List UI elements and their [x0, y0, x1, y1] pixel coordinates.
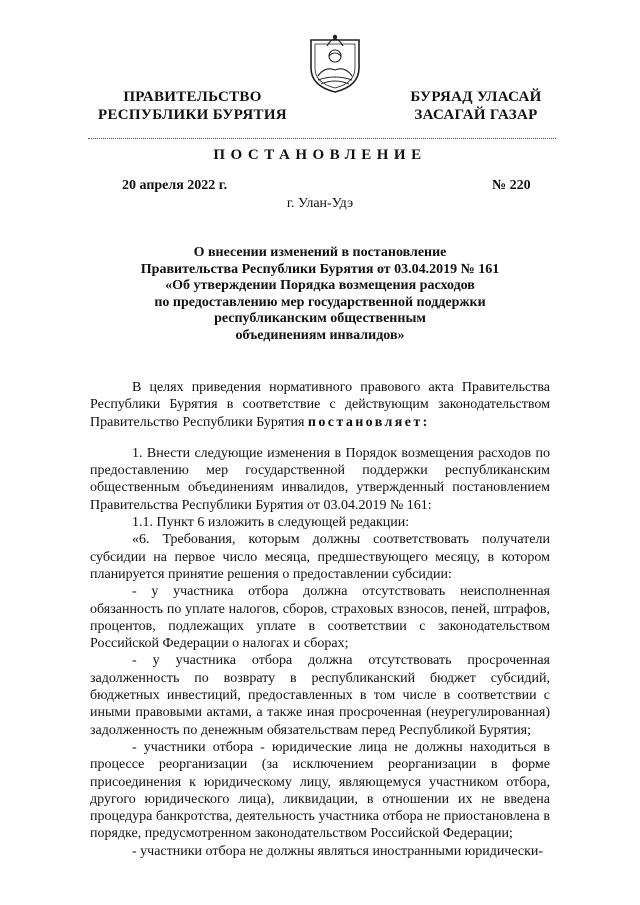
buryatia-coat-of-arms-icon — [305, 28, 365, 94]
government-name-russian — [90, 88, 295, 124]
body-paragraph: 1.1. Пункт 6 изложить в следующей редакции: — [132, 515, 410, 531]
header-divider — [88, 138, 556, 139]
title-line: «Об утверждении Порядка возмещения расходов — [165, 278, 475, 293]
header-left-line1: ПРАВИТЕЛЬСТВО — [123, 89, 262, 105]
document-type-heading: ПОСТАНОВЛЕНИЕ — [213, 147, 427, 163]
body-paragraph: - участники отбора не должны являться иностранными юридически- — [132, 843, 544, 859]
title-line: республиканским общественным — [214, 311, 426, 326]
body-paragraph: «6. Требования, которым должны соответствовать получатели субсидии на первое число месяца, предшествующего месяцу, в котором планируется принятие решения о предоставлении субсидии: — [90, 532, 550, 582]
body-paragraph: - у участника отбора должна отсутствовать неисполненная обязанность по уплате налогов, сборов, страховых взносов, пеней, штрафов, процентов, подлежащих уплате в соответствии с законодательством Российской Федерации о налогах и сборах; — [90, 584, 550, 652]
document-body — [90, 379, 550, 860]
body-paragraph: 1. Внести следующие изменения в Порядок возмещения расходов по предоставлению мер государственной поддержки республиканским общественным объединениям инвалидов, утвержденный постановлением Правительства Республики Бурятия от 03.04.2019 № 161: — [90, 445, 550, 513]
title-line: объединениям инвалидов» — [235, 327, 405, 343]
title-line: по предоставлению мер государственной поддержки — [154, 294, 486, 310]
government-name-buryat — [392, 88, 560, 124]
title-line: О внесении изменений в постановление — [193, 245, 447, 260]
preamble-emphasis: постановляет: — [307, 414, 430, 430]
preamble-paragraph — [90, 379, 550, 431]
header-right-line2: ЗАСАГАЙ ГАЗАР — [414, 107, 538, 123]
header-left-line2: РЕСПУБЛИКИ БУРЯТИЯ — [98, 107, 287, 123]
document-title — [100, 245, 540, 344]
document-city: г. Улан-Удэ — [286, 196, 354, 211]
document-date: 20 апреля 2022 г. — [122, 178, 228, 193]
body-paragraph: - у участника отбора должна отсутствовать просроченная задолженность по возврату в республиканский бюджет субсидий, бюджетных инвестиций, предоставленных в том числе в соответствии с иными правовыми актами, а также иная просроченная (неурегулированная) задолженность по денежным обязательствам перед Республикой Бурятия; — [90, 653, 550, 738]
body-paragraph: - участники отбора - юридические лица не должны находиться в процессе реорганизации (за исключением реорганизации в форме присоединения к юридическому лицу, являющемуся участником отбора, другого юридического лица), ликвидации, в отношении их не введена процедура банкротства, деятельность участника отбора не приостановлена в порядке, предусмотренном законодательством Российской Федерации; — [90, 739, 550, 842]
header-right-line1: БУРЯАД УЛАСАЙ — [410, 89, 542, 105]
document-number: № 220 — [492, 178, 531, 193]
title-line: Правительства Республики Бурятия от 03.04.2019 № 161 — [140, 261, 500, 277]
preamble-text: В целях приведения нормативного правового акта Правительства Республики Бурятия в соответствие с действующим законодательством Правительство Республики Бурятия — [90, 380, 550, 430]
